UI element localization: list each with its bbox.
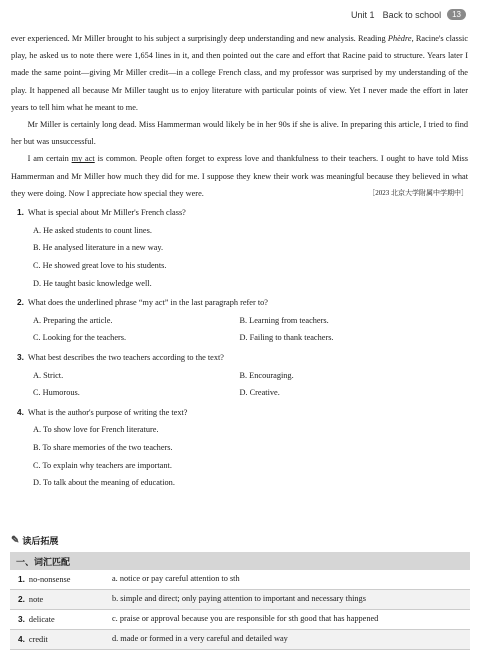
question-2 bbox=[11, 294, 468, 347]
vocab-word: credit bbox=[28, 635, 48, 644]
vocab-word: note bbox=[28, 595, 44, 604]
option-a[interactable]: A. He asked students to count lines. bbox=[33, 225, 152, 235]
table-row bbox=[10, 610, 470, 630]
vocab-heading: 一、词汇匹配 bbox=[10, 552, 470, 570]
row-number: 1. bbox=[18, 574, 25, 584]
play-title: Phèdre bbox=[387, 34, 412, 43]
question-1 bbox=[11, 204, 468, 292]
option-d[interactable]: D. He taught basic knowledge well. bbox=[33, 278, 152, 288]
option-d[interactable]: D. Failing to thank teachers. bbox=[239, 333, 334, 343]
extension-heading bbox=[11, 534, 58, 547]
option-c[interactable]: C. He showed great love to his students. bbox=[33, 261, 167, 271]
option-c[interactable]: C. To explain why teachers are important. bbox=[33, 460, 172, 470]
paragraph-2: Mr Miller is certainly long dead. Miss Hammerman would likely be in her 90s if she is alive. In preparing this article, I tried to find her but was unsuccessful. bbox=[11, 120, 468, 147]
option-a[interactable]: A. Strict. bbox=[33, 370, 64, 380]
page-header bbox=[351, 9, 466, 20]
page-number: 13 bbox=[447, 9, 466, 20]
paragraph-3-text-before: I am certain bbox=[27, 154, 72, 164]
vocab-definition: b. simple and direct; only paying attention to important and necessary things bbox=[112, 594, 366, 603]
pen-icon: ✎ bbox=[11, 535, 20, 546]
vocab-matching-table bbox=[10, 552, 470, 650]
question-text: What does the underlined phrase “my act” in the last paragraph refer to? bbox=[27, 298, 268, 308]
vocab-word: no-nonsense bbox=[28, 575, 71, 584]
vocab-definition: d. made or formed in a very careful and detailed way bbox=[112, 634, 288, 643]
paragraph-3-text-after: is common. People often forget to express love and thankfulness to their teachers. I ought to have told Miss Hammerman and Mr Miller how much they did for me. I suppose they knew their work was meaningful because they believed in what they were doing. Now I appreciate how special they were. bbox=[11, 154, 468, 198]
question-text: What best describes the two teachers according to the text? bbox=[27, 352, 224, 362]
reading-passage bbox=[11, 30, 468, 492]
vocab-word: delicate bbox=[28, 615, 55, 624]
option-d[interactable]: D. To talk about the meaning of education. bbox=[33, 478, 175, 488]
question-number: 1. bbox=[17, 207, 24, 218]
option-c[interactable]: C. Humorous. bbox=[33, 388, 80, 398]
question-text: What is special about Mr Miller's French class? bbox=[27, 208, 186, 218]
question-number: 4. bbox=[17, 406, 24, 417]
underlined-phrase: my act bbox=[71, 154, 95, 164]
row-number: 4. bbox=[18, 634, 25, 644]
question-4 bbox=[11, 404, 468, 492]
question-number: 3. bbox=[17, 351, 24, 362]
table-row bbox=[10, 630, 470, 650]
unit-label: Unit 1 bbox=[351, 9, 375, 20]
paragraph-1: ever experienced. Mr Miller brought to his subject a surprisingly deep understanding and new analysis. Reading Phèdre, Racine's classic play, he asked us to note there were 1,654 lines in it, and then pointed out the care and effort that Racine paid to structure. Years later I made the same point—giving Mr Miller credit—in a college French class, and my professor was surprised by my understanding of the play. It happened all because Mr Miller taught us to enjoy literature with particular points of view. Yet I never made the effort in later years to tell him what he meant to me. bbox=[11, 34, 468, 112]
question-text: What is the author's purpose of writing the text? bbox=[27, 407, 188, 417]
option-b[interactable]: B. Learning from teachers. bbox=[239, 315, 329, 325]
table-row bbox=[10, 570, 470, 590]
option-a[interactable]: A. Preparing the article. bbox=[33, 315, 113, 325]
section-title: Back to school bbox=[382, 9, 442, 20]
question-number: 2. bbox=[17, 297, 24, 308]
question-3 bbox=[11, 349, 468, 402]
vocab-definition: a. notice or pay careful attention to sth bbox=[112, 574, 240, 583]
row-number: 3. bbox=[18, 614, 25, 624]
option-c[interactable]: C. Looking for the teachers. bbox=[33, 333, 127, 343]
table-row bbox=[10, 590, 470, 610]
extension-title: 读后拓展 bbox=[22, 536, 59, 546]
option-b[interactable]: B. He analysed literature in a new way. bbox=[33, 243, 164, 253]
option-d[interactable]: D. Creative. bbox=[239, 388, 280, 398]
row-number: 2. bbox=[18, 594, 25, 604]
option-a[interactable]: A. To show love for French literature. bbox=[33, 425, 159, 435]
option-b[interactable]: B. To share memories of the two teachers. bbox=[33, 442, 173, 452]
option-b[interactable]: B. Encouraging. bbox=[239, 370, 294, 380]
source-citation: ［2023 北京大学附属中学期中］ bbox=[368, 189, 468, 198]
vocab-definition: c. praise or approval because you are responsible for sth good that has happened bbox=[112, 614, 379, 623]
